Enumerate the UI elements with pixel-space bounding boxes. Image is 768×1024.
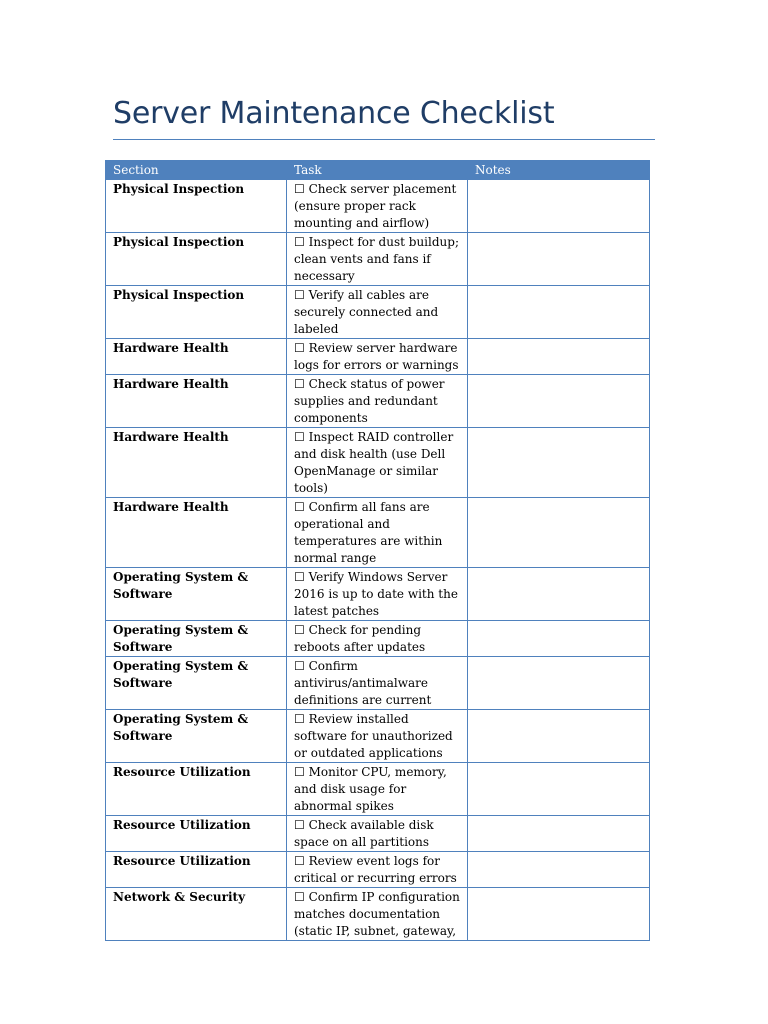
notes-cell[interactable] xyxy=(468,428,650,498)
table-header-row xyxy=(106,161,650,180)
checklist-table xyxy=(105,160,650,941)
header-task: Task xyxy=(287,161,468,180)
section-cell: Hardware Health xyxy=(106,428,287,498)
table-row xyxy=(106,657,650,710)
table-header xyxy=(106,161,650,180)
notes-cell[interactable] xyxy=(468,888,650,941)
section-cell: Operating System & Software xyxy=(106,568,287,621)
task-cell[interactable]: ☐ Review server hardware logs for errors or warnings xyxy=(287,339,468,375)
notes-cell[interactable] xyxy=(468,286,650,339)
section-cell: Resource Utilization xyxy=(106,816,287,852)
notes-cell[interactable] xyxy=(468,180,650,233)
task-cell[interactable]: ☐ Review installed software for unauthorized or outdated applications xyxy=(287,710,468,763)
section-cell: Resource Utilization xyxy=(106,763,287,816)
table-row xyxy=(106,286,650,339)
section-cell: Physical Inspection xyxy=(106,233,287,286)
section-cell: Operating System & Software xyxy=(106,621,287,657)
section-cell: Physical Inspection xyxy=(106,180,287,233)
table-row xyxy=(106,375,650,428)
header-notes: Notes xyxy=(468,161,650,180)
table-row xyxy=(106,763,650,816)
notes-cell[interactable] xyxy=(468,375,650,428)
task-cell[interactable]: ☐ Verify Windows Server 2016 is up to date with the latest patches xyxy=(287,568,468,621)
table-row xyxy=(106,428,650,498)
table-row xyxy=(106,339,650,375)
document-title: Server Maintenance Checklist xyxy=(113,96,555,131)
task-cell[interactable]: ☐ Confirm antivirus/antimalware definitions are current xyxy=(287,657,468,710)
section-cell: Hardware Health xyxy=(106,498,287,568)
section-cell: Operating System & Software xyxy=(106,657,287,710)
section-cell: Hardware Health xyxy=(106,375,287,428)
notes-cell[interactable] xyxy=(468,339,650,375)
section-cell: Physical Inspection xyxy=(106,286,287,339)
table-row xyxy=(106,233,650,286)
task-cell[interactable]: ☐ Review event logs for critical or recurring errors xyxy=(287,852,468,888)
notes-cell[interactable] xyxy=(468,498,650,568)
notes-cell[interactable] xyxy=(468,852,650,888)
task-cell[interactable]: ☐ Confirm all fans are operational and temperatures are within normal range xyxy=(287,498,468,568)
table-row xyxy=(106,180,650,233)
table-row xyxy=(106,888,650,941)
table-row xyxy=(106,498,650,568)
notes-cell[interactable] xyxy=(468,763,650,816)
notes-cell[interactable] xyxy=(468,710,650,763)
section-cell: Operating System & Software xyxy=(106,710,287,763)
task-cell[interactable]: ☐ Check server placement (ensure proper rack mounting and airflow) xyxy=(287,180,468,233)
table-body xyxy=(106,180,650,941)
title-underline xyxy=(113,139,655,140)
task-cell[interactable]: ☐ Verify all cables are securely connected and labeled xyxy=(287,286,468,339)
task-cell[interactable]: ☐ Inspect for dust buildup; clean vents and fans if necessary xyxy=(287,233,468,286)
table-row xyxy=(106,568,650,621)
section-cell: Hardware Health xyxy=(106,339,287,375)
notes-cell[interactable] xyxy=(468,657,650,710)
task-cell[interactable]: ☐ Inspect RAID controller and disk health (use Dell OpenManage or similar tools) xyxy=(287,428,468,498)
notes-cell[interactable] xyxy=(468,233,650,286)
notes-cell[interactable] xyxy=(468,568,650,621)
header-section: Section xyxy=(106,161,287,180)
task-cell[interactable]: ☐ Monitor CPU, memory, and disk usage for abnormal spikes xyxy=(287,763,468,816)
notes-cell[interactable] xyxy=(468,816,650,852)
task-cell[interactable]: ☐ Check for pending reboots after updates xyxy=(287,621,468,657)
task-cell[interactable]: ☐ Check status of power supplies and redundant components xyxy=(287,375,468,428)
notes-cell[interactable] xyxy=(468,621,650,657)
task-cell[interactable]: ☐ Confirm IP configuration matches documentation (static IP, subnet, gateway, xyxy=(287,888,468,941)
table-row xyxy=(106,621,650,657)
table-row xyxy=(106,710,650,763)
task-cell[interactable]: ☐ Check available disk space on all partitions xyxy=(287,816,468,852)
table-row xyxy=(106,816,650,852)
section-cell: Network & Security xyxy=(106,888,287,941)
section-cell: Resource Utilization xyxy=(106,852,287,888)
table-row xyxy=(106,852,650,888)
